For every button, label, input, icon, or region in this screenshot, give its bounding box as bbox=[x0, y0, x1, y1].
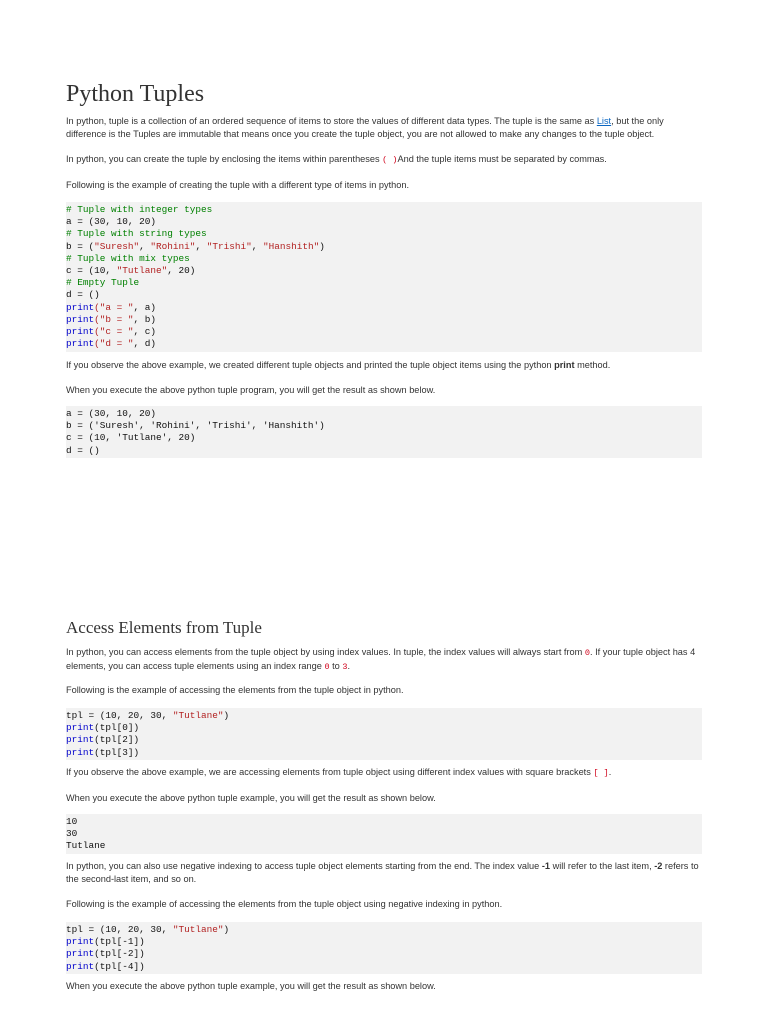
code-line: b = ("Suresh", "Rohini", "Trishi", "Hanshith") bbox=[66, 240, 325, 252]
code-block-access-tuple bbox=[66, 708, 702, 760]
page-title: Python Tuples bbox=[66, 81, 205, 107]
output-line: 30 bbox=[66, 828, 78, 840]
code-line: print("a = ", a) bbox=[66, 301, 157, 313]
output-line: 10 bbox=[66, 816, 78, 827]
inline-code: ( ) bbox=[382, 155, 398, 165]
code-block-negative-indexing bbox=[66, 922, 702, 974]
code-line: print(tpl[3]) bbox=[66, 746, 140, 758]
code-line: # Empty Tuple bbox=[66, 277, 140, 289]
code-line: print(tpl[-4]) bbox=[66, 960, 145, 972]
code-line: print(tpl[-1]) bbox=[66, 936, 145, 948]
code-line: a = (30, 10, 20) bbox=[66, 216, 157, 228]
intro-text-cont: , but the only difference is the Tuples are immutable that means once you create the tuple object, you are not allowed to make any changes to the tuple object. bbox=[66, 116, 664, 139]
code-line: d = () bbox=[66, 289, 100, 301]
code-line: # Tuple with mix types bbox=[66, 252, 190, 264]
output-block-create-tuple bbox=[66, 406, 702, 458]
code-line: print(tpl[2]) bbox=[66, 734, 140, 746]
code-line: # Tuple with string types bbox=[66, 228, 207, 240]
final-result-paragraph: When you execute the above python tuple example, you will get the result as shown below. bbox=[66, 981, 436, 991]
print-keyword: print bbox=[554, 360, 575, 370]
para-text: And the tuple items must be separated by commas. bbox=[397, 154, 607, 164]
negative-example-paragraph: Following is the example of accessing the elements from the tuple object using negative indexing in python. bbox=[66, 899, 503, 909]
code-line: tpl = (10, 20, 30, "Tutlane") bbox=[66, 924, 230, 935]
code-line: print("c = ", c) bbox=[66, 325, 157, 337]
section-title-access-elements: Access Elements from Tuple bbox=[66, 618, 262, 637]
code-line: print("d = ", d) bbox=[66, 338, 157, 350]
access-example-paragraph: Following is the example of accessing the elements from the tuple object in python. bbox=[66, 685, 404, 695]
output-line: a = (30, 10, 20) bbox=[66, 408, 157, 419]
code-line: print(tpl[0]) bbox=[66, 722, 140, 734]
code-line: print("b = ", b) bbox=[66, 313, 157, 325]
result-intro-paragraph-2: When you execute the above python tuple example, you will get the result as shown below. bbox=[66, 793, 436, 803]
observe-paragraph: If you observe the above example, we created different tuple objects and printed the tuple object items using the python print method. bbox=[66, 360, 611, 370]
output-line: Tutlane bbox=[66, 840, 106, 852]
result-intro-paragraph: When you execute the above python tuple program, you will get the result as shown below. bbox=[66, 385, 436, 395]
example-intro-paragraph: Following is the example of creating the tuple with a different type of items in python. bbox=[66, 180, 410, 190]
intro-paragraph bbox=[66, 115, 702, 141]
square-brackets-paragraph: If you observe the above example, we are accessing elements from tuple object using different index values with square brackets [ ]. bbox=[66, 767, 612, 778]
output-line: d = () bbox=[66, 444, 100, 456]
list-link[interactable]: List bbox=[596, 116, 612, 126]
output-line: b = ('Suresh', 'Rohini', 'Trishi', 'Hanshith') bbox=[66, 420, 325, 432]
code-line: tpl = (10, 20, 30, "Tutlane") bbox=[66, 710, 230, 721]
code-block-create-tuple bbox=[66, 202, 702, 352]
negative-indexing-paragraph: In python, you can also use negative indexing to access tuple object elements starting from the end. The index value -1 will refer to the last item, -2 refers to the second-last item, and so on. bbox=[66, 861, 699, 884]
code-line: # Tuple with integer types bbox=[66, 204, 213, 215]
intro-text: In python, tuple is a collection of an ordered sequence of items to store the values of different data types. The tuple is the same as bbox=[66, 116, 597, 126]
code-line: print(tpl[-2]) bbox=[66, 948, 145, 960]
code-line: c = (10, "Tutlane", 20) bbox=[66, 264, 196, 276]
para-text: In python, you can create the tuple by enclosing the items within parentheses bbox=[66, 154, 383, 164]
output-line: c = (10, 'Tutlane', 20) bbox=[66, 432, 196, 444]
parentheses-paragraph bbox=[66, 153, 702, 167]
access-intro-paragraph: In python, you can access elements from the tuple object by using index values. In tuple, the index values will always start from 0. If your tuple object has 4 elements, you can access tuple elements using an index range 0 to 3. bbox=[66, 647, 696, 672]
output-block-access-tuple bbox=[66, 814, 702, 854]
